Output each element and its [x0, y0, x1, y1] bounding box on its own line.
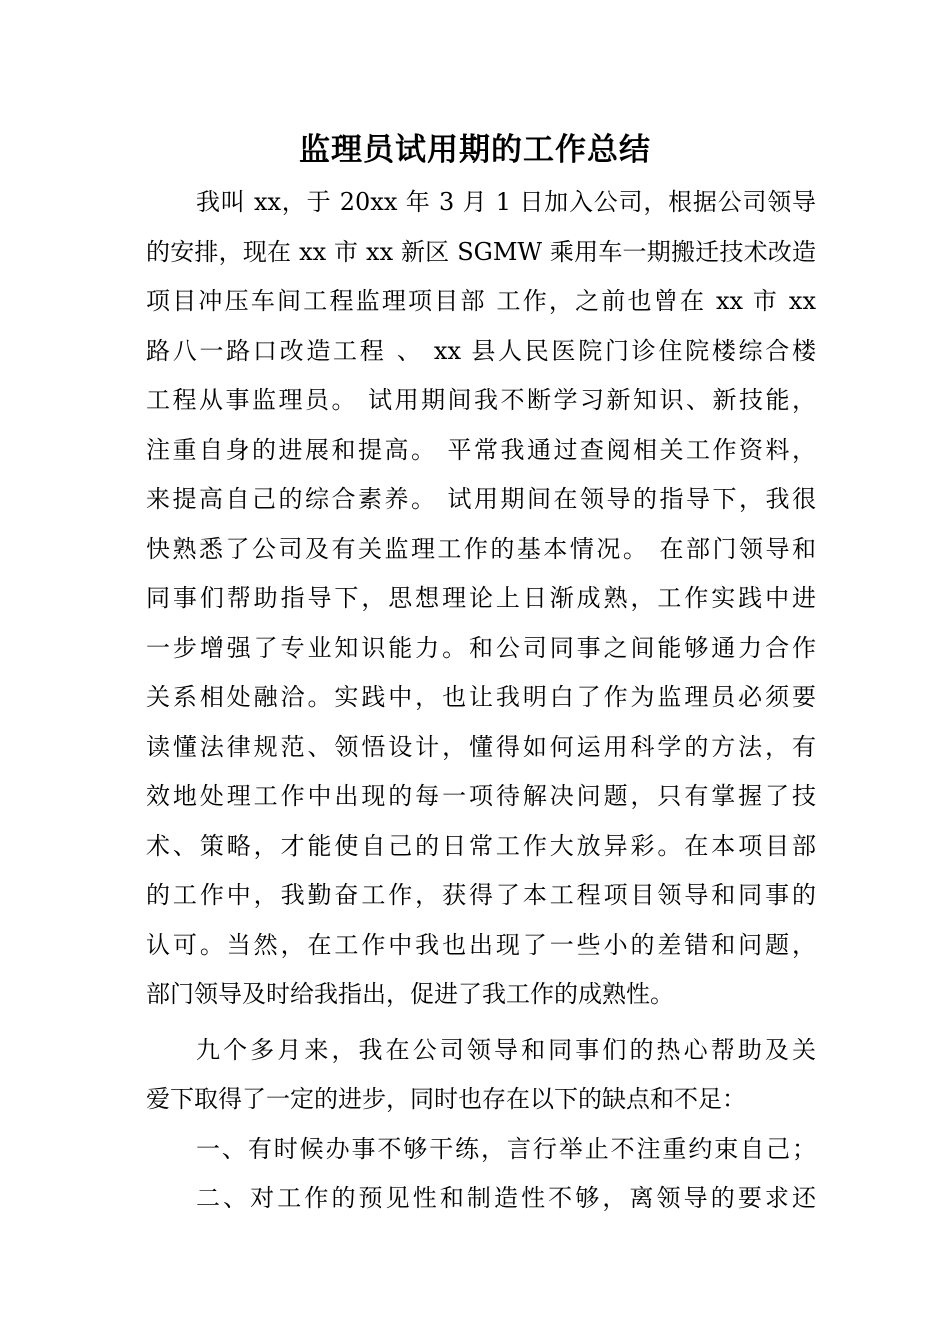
- text-line: 路八一路口改造工程 、 xx 县人民医院门诊住院楼综合楼: [146, 336, 816, 365]
- text-line: 术、策略，才能使自己的日常工作大放异彩。在本项目部: [146, 831, 816, 860]
- list-item-1: 一、有时候办事不够干练，言行举止不注重约束自己；: [196, 1134, 816, 1163]
- text-line: 读懂法律规范、领悟设计，懂得如何运用科学的方法，有: [146, 732, 816, 761]
- document-title: 监理员试用期的工作总结: [299, 132, 651, 168]
- paragraph-1: [146, 178, 816, 1020]
- text-line: 同事们帮助指导下，思想理论上日渐成熟，工作实践中进: [146, 584, 816, 612]
- list-item-2: 二、对工作的预见性和制造性不够，离领导的要求还: [196, 1184, 816, 1212]
- text-line: 项目冲压车间工程监理项目部 工作，之前也曾在 xx 市 xx: [146, 287, 816, 315]
- text-line: 认可。当然，在工作中我也出现了一些小的差错和问题，: [146, 930, 816, 959]
- text-line: 工程从事监理员。 试用期间我不断学习新知识、新技能，: [146, 386, 816, 414]
- text-line: 爱下取得了一定的进步，同时也存在以下的缺点和不足：: [146, 1085, 746, 1113]
- text-line: 一步增强了专业知识能力。和公司同事之间能够通力合作: [146, 633, 816, 662]
- text-line: 的工作中，我勤奋工作，获得了本工程项目领导和同事的: [146, 881, 816, 909]
- document-body: [146, 178, 816, 1224]
- text-line: 的安排，现在 xx 市 xx 新区 SGMW 乘用车一期搬迁技术改造: [146, 237, 816, 266]
- text-line: 注重自身的进展和提高。 平常我通过查阅相关工作资料，: [146, 435, 816, 464]
- text-line: 来提高自己的综合素养。 试用期间在领导的指导下，我很: [146, 485, 816, 513]
- text-line: 快熟悉了公司及有关监理工作的基本情况。 在部门领导和: [146, 534, 816, 563]
- paragraph-2: [146, 1026, 816, 1125]
- text-line: 部门领导及时给我指出，促进了我工作的成熟性。: [146, 980, 674, 1008]
- text-line: 我叫 xx，于 20xx 年 3 月 1 日加入公司，根据公司领导: [196, 188, 816, 216]
- text-line: 关系相处融洽。实践中，也让我明白了作为监理员必须要: [146, 683, 816, 711]
- text-line: 九个多月来，我在公司领导和同事们的热心帮助及关: [196, 1035, 816, 1064]
- text-line: 效地处理工作中出现的每一项待解决问题，只有掌握了技: [146, 782, 816, 810]
